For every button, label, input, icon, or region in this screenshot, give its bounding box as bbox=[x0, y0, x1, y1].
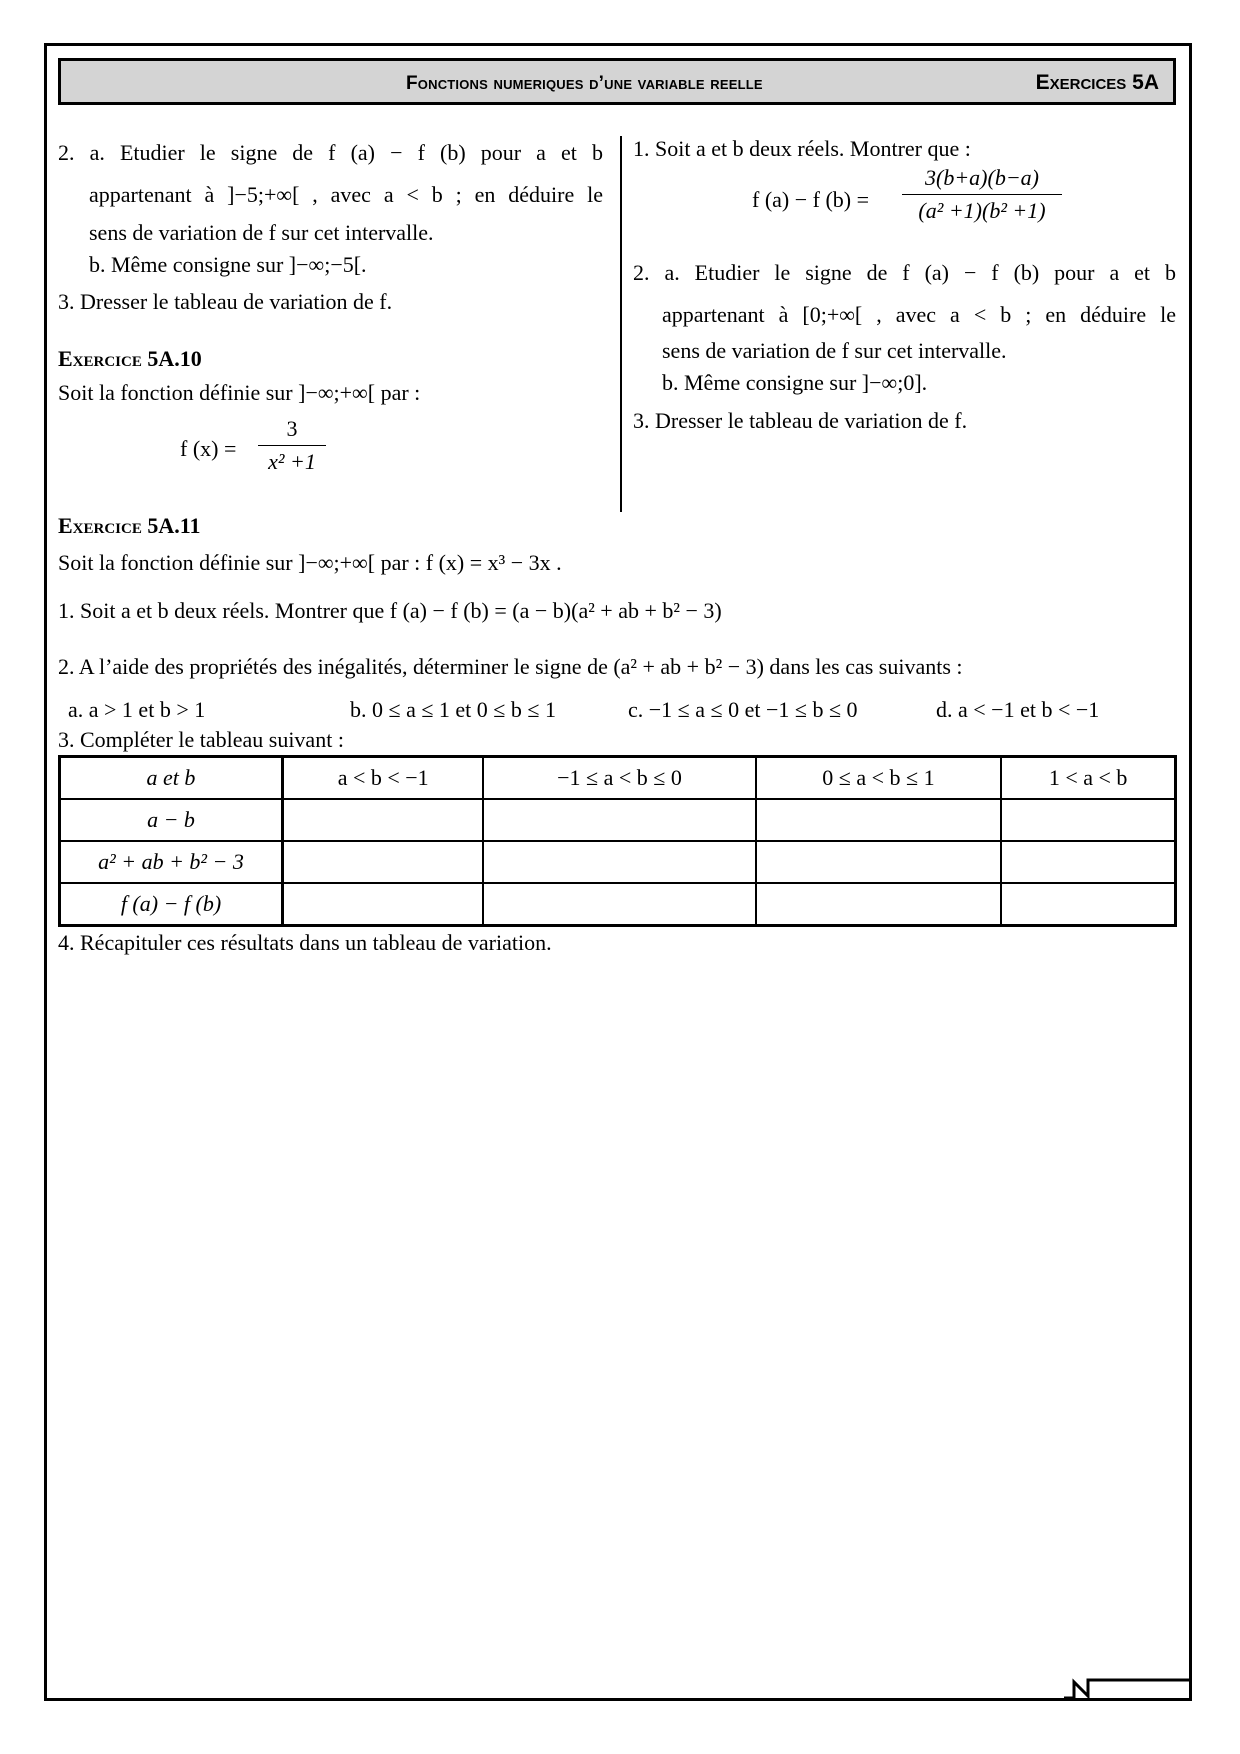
table-cell-empty[interactable] bbox=[1001, 883, 1175, 926]
table-cell-empty[interactable] bbox=[483, 841, 755, 883]
exercise-11-q2: 2. A l’aide des propriétés des inégalités, déterminer le signe de (a² + ab + b² − 3) dans les cas suivants : bbox=[58, 654, 963, 679]
table-header-cell: a < b < −1 bbox=[283, 757, 484, 800]
table-row-label: a² + ab + b² − 3 bbox=[60, 841, 283, 883]
right-q3: 3. Dresser le tableau de variation de f. bbox=[633, 408, 968, 433]
left-q2a-line3: sens de variation de f sur cet intervalle. bbox=[89, 220, 434, 245]
header-title: Fonctions numeriques d’une variable reelle bbox=[406, 73, 763, 94]
right-q1-lhs: f (a) − f (b) = bbox=[752, 187, 870, 212]
table-row-label: f (a) − f (b) bbox=[60, 883, 283, 926]
exercise-11-intro: Soit la fonction définie sur ]−∞;+∞[ par : f (x) = x³ − 3x . bbox=[58, 550, 562, 575]
right-q2b: b. Même consigne sur ]−∞;0]. bbox=[662, 370, 928, 395]
right-q2a-line1: 2. a. Etudier le signe de f (a) − f (b) pour a et b bbox=[633, 260, 1176, 285]
table-row bbox=[60, 757, 1176, 800]
table-row bbox=[60, 883, 1176, 926]
exercise-10-numerator: 3 bbox=[286, 416, 298, 441]
table-header-cell: 0 ≤ a < b ≤ 1 bbox=[756, 757, 1002, 800]
left-q3: 3. Dresser le tableau de variation de f. bbox=[58, 289, 393, 314]
table-header-cell: a et b bbox=[60, 757, 283, 800]
table-cell-empty[interactable] bbox=[483, 883, 755, 926]
exercise-11-case-b: b. 0 ≤ a ≤ 1 et 0 ≤ b ≤ 1 bbox=[350, 697, 556, 722]
table-cell-empty[interactable] bbox=[283, 883, 484, 926]
right-q1-denominator: (a² +1)(b² +1) bbox=[918, 198, 1046, 223]
exercise-11-q4: 4. Récapituler ces résultats dans un tableau de variation. bbox=[58, 930, 552, 955]
exercise-11-case-c: c. −1 ≤ a ≤ 0 et −1 ≤ b ≤ 0 bbox=[628, 697, 858, 722]
table-header-cell: 1 < a < b bbox=[1001, 757, 1175, 800]
right-q1-numerator: 3(b+a)(b−a) bbox=[925, 165, 1039, 190]
exercise-11-case-d: d. a < −1 et b < −1 bbox=[936, 697, 1100, 722]
table-row bbox=[60, 841, 1176, 883]
table-cell-empty[interactable] bbox=[283, 841, 484, 883]
right-q2a-line3: sens de variation de f sur cet intervalle. bbox=[662, 338, 1007, 363]
right-q1: 1. Soit a et b deux réels. Montrer que : bbox=[633, 136, 971, 161]
right-q1-fraction bbox=[902, 165, 1062, 224]
left-q2a-line1: 2. a. Etudier le signe de f (a) − f (b) pour a et b bbox=[58, 140, 603, 165]
exercise-10-denominator: x² +1 bbox=[268, 449, 316, 474]
table-row-label: a − b bbox=[60, 799, 283, 841]
exercise-11-q3: 3. Compléter le tableau suivant : bbox=[58, 727, 344, 752]
table-cell-empty[interactable] bbox=[483, 799, 755, 841]
table-cell-empty[interactable] bbox=[1001, 841, 1175, 883]
table-header-cell: −1 ≤ a < b ≤ 0 bbox=[483, 757, 755, 800]
exercise-10-title: Exercice 5A.10 bbox=[58, 346, 202, 371]
page-header bbox=[58, 58, 1176, 105]
left-q2a-line2: appartenant à ]−5;+∞[ , avec a < b ; en déduire le bbox=[89, 182, 603, 207]
table-cell-empty[interactable] bbox=[756, 883, 1002, 926]
exercise-10-intro: Soit la fonction définie sur ]−∞;+∞[ par : bbox=[58, 380, 421, 405]
column-divider bbox=[620, 136, 622, 512]
fraction-bar bbox=[258, 445, 326, 446]
table-cell-empty[interactable] bbox=[1001, 799, 1175, 841]
page-corner-mark-icon bbox=[1064, 1678, 1192, 1700]
exercise-10-lhs: f (x) = bbox=[180, 436, 237, 461]
table-cell-empty[interactable] bbox=[756, 799, 1002, 841]
table-cell-empty[interactable] bbox=[756, 841, 1002, 883]
exercise-11-q1: 1. Soit a et b deux réels. Montrer que f (a) − f (b) = (a − b)(a² + ab + b² − 3) bbox=[58, 598, 722, 623]
variation-table bbox=[58, 755, 1177, 927]
exercise-11-title: Exercice 5A.11 bbox=[58, 513, 201, 538]
table-row bbox=[60, 799, 1176, 841]
header-exercise-code: Exercices 5A bbox=[1035, 71, 1159, 94]
left-q2b: b. Même consigne sur ]−∞;−5[. bbox=[89, 252, 367, 277]
table-cell-empty[interactable] bbox=[283, 799, 484, 841]
exercise-10-fraction bbox=[258, 416, 326, 475]
right-q2a-line2: appartenant à [0;+∞[ , avec a < b ; en déduire le bbox=[662, 302, 1176, 327]
fraction-bar bbox=[902, 194, 1062, 195]
exercise-11-case-a: a. a > 1 et b > 1 bbox=[68, 697, 206, 722]
